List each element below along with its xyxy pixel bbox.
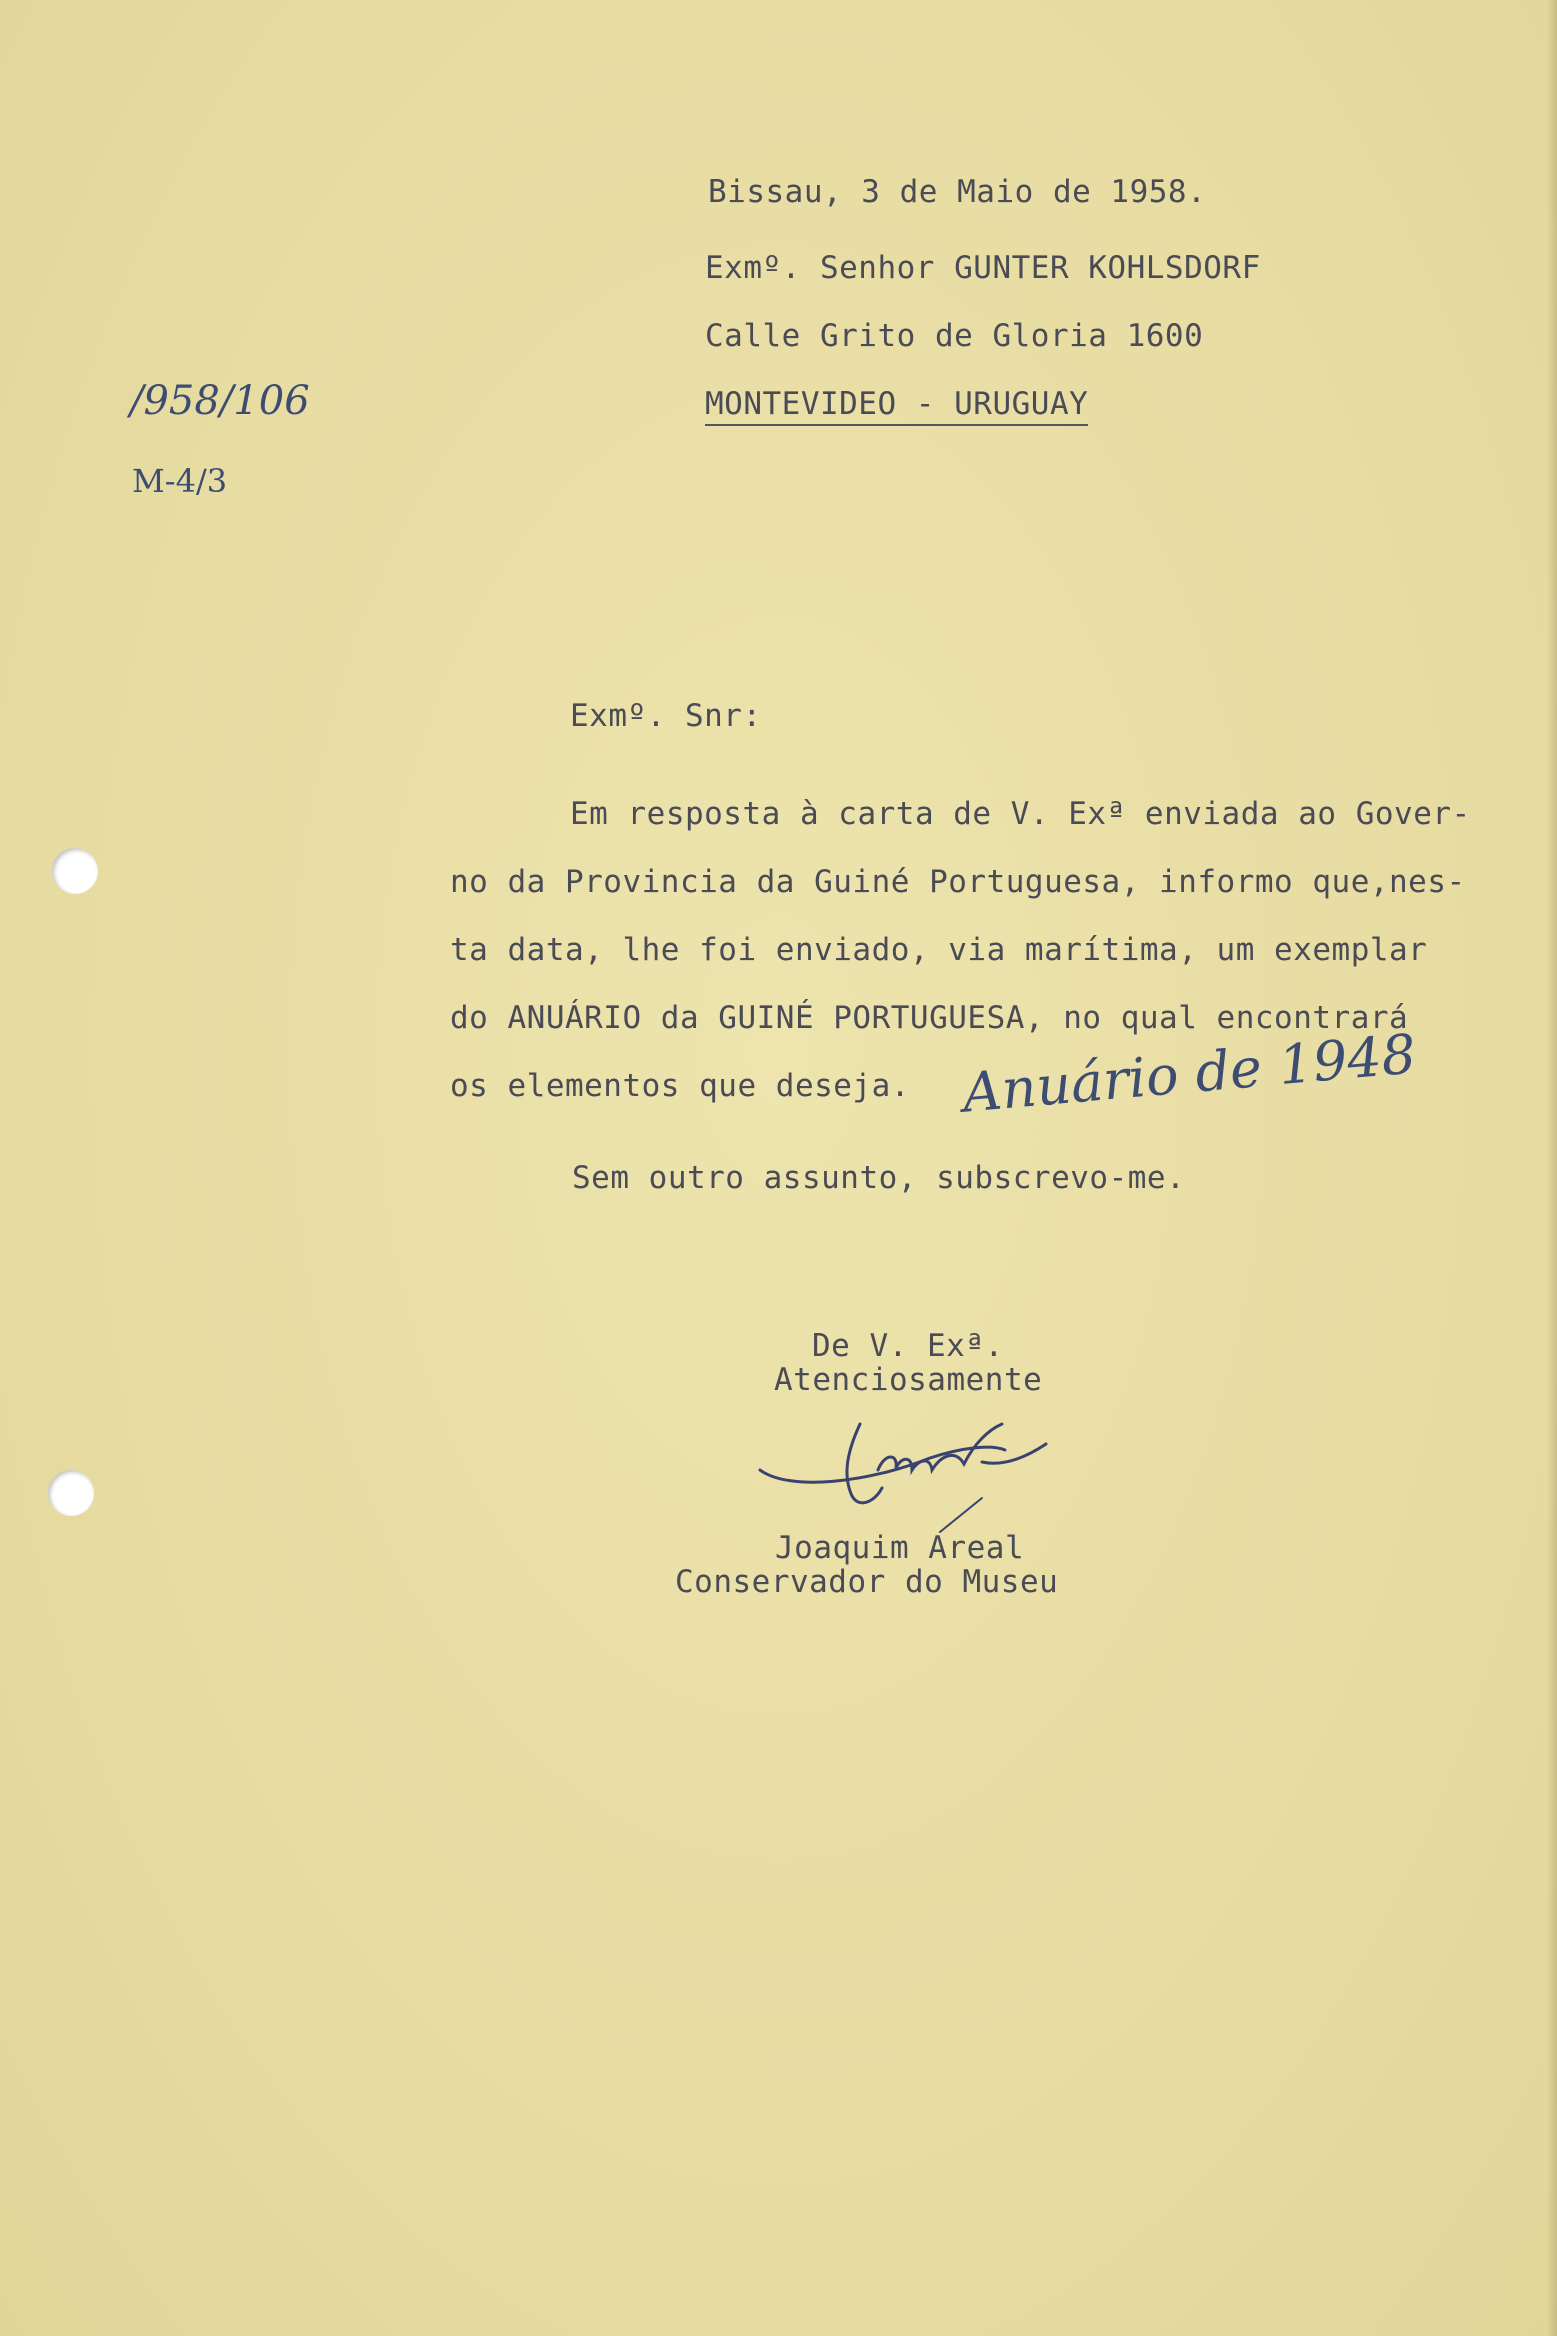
- reference-note-number: /958/106: [130, 378, 310, 424]
- handwritten-annotation: Anuário de 1948: [960, 1022, 1419, 1125]
- punch-hole-bottom: [48, 1470, 94, 1516]
- complimentary-close-2: Atenciosamente: [774, 1362, 1043, 1398]
- body-line-3: ta data, lhe foi enviado, via marítima, um exemplar: [450, 932, 1428, 968]
- signer-name: Joaquim Areal: [775, 1530, 1025, 1566]
- recipient-name: Exmº. Senhor GUNTER KOHLSDORF: [705, 250, 1261, 286]
- signature-image: [750, 1400, 1090, 1540]
- complimentary-close-1: De V. Exª.: [812, 1328, 1004, 1364]
- paper-edge-shadow: [1547, 0, 1557, 2336]
- body-line-5: os elementos que deseja.: [450, 1068, 910, 1104]
- greeting: Exmº. Snr:: [570, 698, 762, 734]
- date-line: Bissau, 3 de Maio de 1958.: [708, 174, 1207, 210]
- recipient-city-country: MONTEVIDEO - URUGUAY: [705, 386, 1088, 426]
- body-line-2: no da Provincia da Guiné Portuguesa, informo que,nes-: [450, 864, 1466, 900]
- recipient-street: Calle Grito de Gloria 1600: [705, 318, 1204, 354]
- closing-line: Sem outro assunto, subscrevo-me.: [572, 1160, 1186, 1196]
- body-line-1: Em resposta à carta de V. Exª enviada ao Gover-: [570, 796, 1471, 832]
- signer-title: Conservador do Museu: [675, 1564, 1059, 1600]
- punch-hole-top: [52, 848, 98, 894]
- reference-note-code: M-4/3: [132, 462, 228, 500]
- body-line-4: do ANUÁRIO da GUINÉ PORTUGUESA, no qual encontrará: [450, 1000, 1409, 1036]
